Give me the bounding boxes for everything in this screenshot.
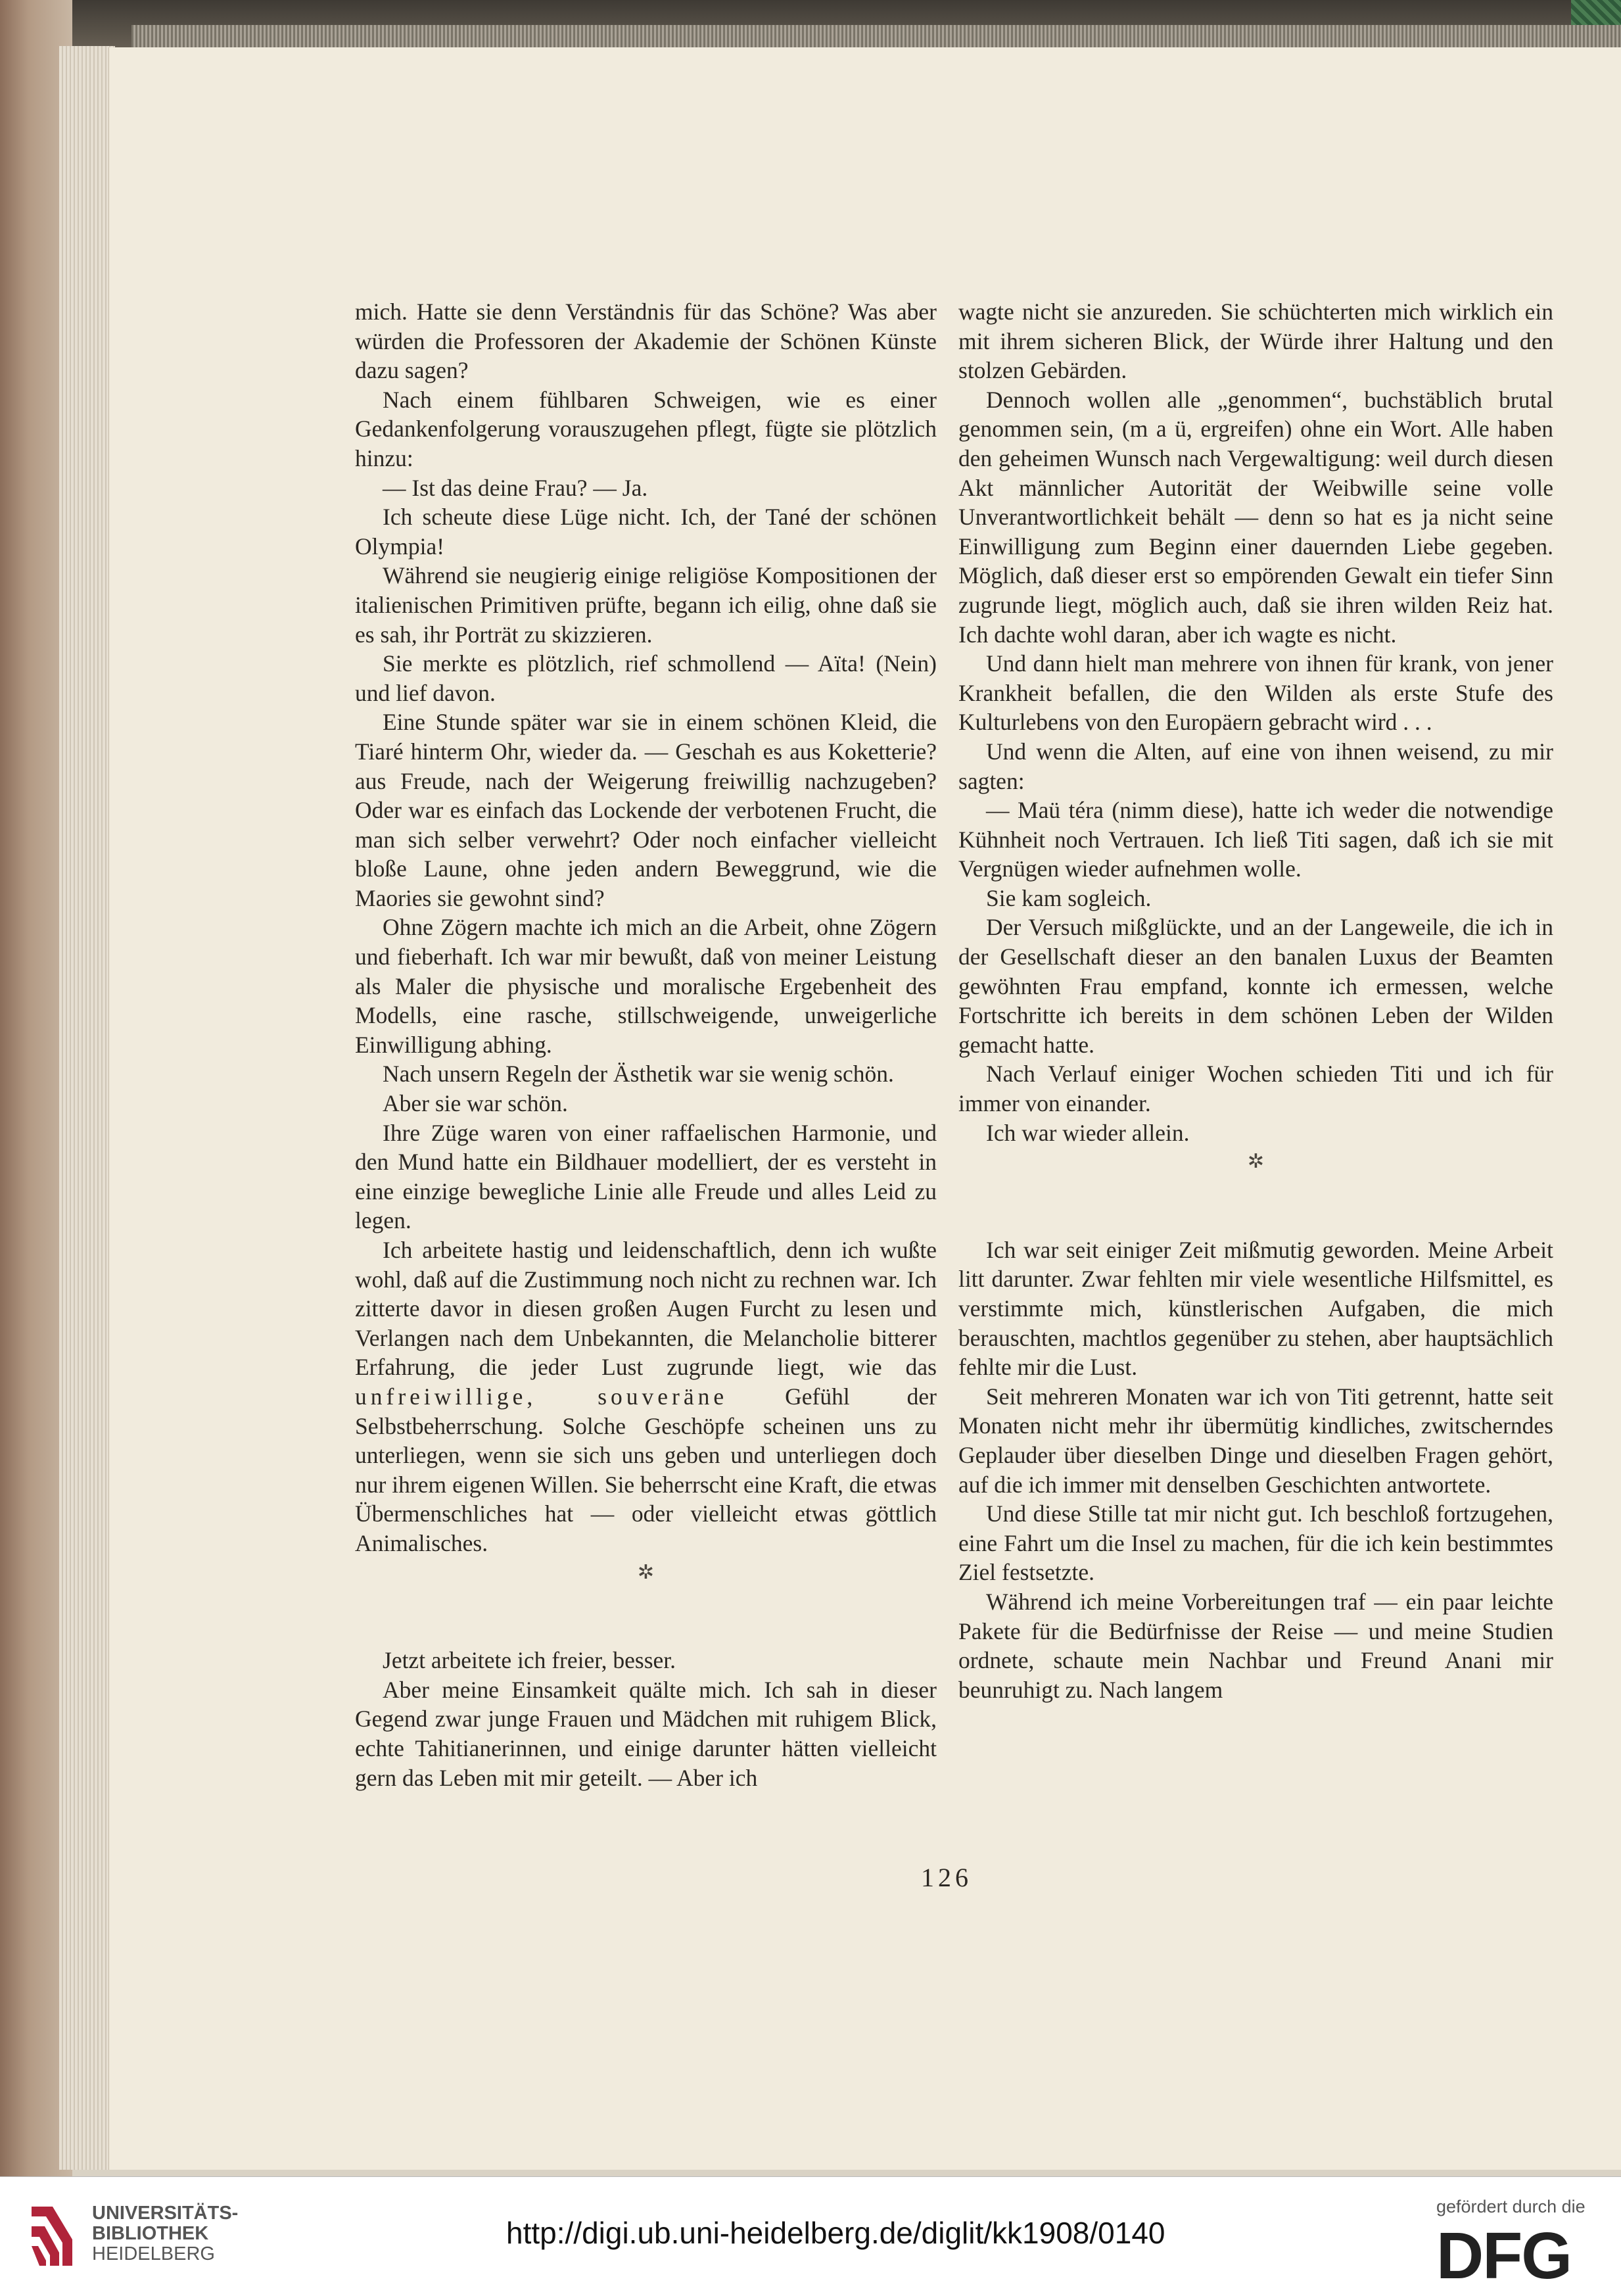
- library-name-line: HEIDELBERG: [92, 2243, 215, 2264]
- paragraph: — Maü téra (nimm diese), hatte ich weder die notwendige Kühnheit noch Vertrauen. Ich ließ Titi sagen, daß ich sie mit Vergnügen wieder aufnehmen wolle.: [958, 797, 1553, 882]
- text-run: Ich arbeitete hastig und leidenschaftlich, denn ich wußte wohl, daß auf die Zustimmung noch nicht zu rechnen war. Ich zitterte davor in diesen großen Augen Furcht zu lesen und Verlangen nach dem Unbekannten, die Melancholie bitterer Erfahrung, die jeder Lust zugrunde liegt, wie das: [355, 1237, 937, 1381]
- dfg-logo: DFG: [1436, 2219, 1572, 2293]
- paragraph: Ich war wieder allein.: [986, 1119, 1190, 1146]
- paragraph: Nach Verlauf einiger Wochen schieden Titi und ich für immer von einander.: [958, 1061, 1553, 1117]
- library-name: [92, 2203, 238, 2264]
- right-text-column: [958, 297, 1553, 1704]
- paragraph: Nach einem fühlbaren Schweigen, wie es einer Gedankenfolgerung vorauszugehen pflegt, fügte sie plötzlich hinzu:: [355, 386, 937, 471]
- paragraph: Ihre Züge waren von einer raffaelischen Harmonie, und den Mund hatte ein Bildhauer modelliert, der es versteht in eine einzige bewegliche Linie alle Freude und alles Leid zu legen.: [355, 1119, 937, 1234]
- viewer-footer: [0, 2176, 1621, 2296]
- paragraph: Und wenn die Alten, auf eine von ihnen weisend, zu mir sagten:: [958, 738, 1553, 794]
- paragraph: Eine Stunde später war sie in einem schönen Kleid, die Tiaré hinterm Ohr, wieder da. — Geschah es aus Koketterie? aus Freude, nach der Weigerung freiwillig nachzugeben? Oder war es einfach das Lockende der verbotenen Frucht, die man sich selber verwehrt? Oder noch einfacher vielleicht bloße Laune, ohne jeden andern Beweggrund, wie die Maories sie gewohnt sind?: [355, 709, 937, 911]
- paragraph: Aber sie war schön.: [383, 1090, 568, 1117]
- paragraph: Und diese Stille tat mir nicht gut. Ich beschloß fortzugehen, eine Fahrt um die Insel zu machen, für die ich kein bestimmtes Ziel festsetzte.: [958, 1500, 1553, 1586]
- paragraph: Dennoch wollen alle „genommen“, buchstäblich brutal genommen sein, (m a ü, ergreifen) ohne ein Wort. Alle haben den geheimen Wunsch nach Vergewaltigung: weil durch diesen Akt männlicher Autorität der Weibwille seine volle Unverantwortlichkeit behält — denn so hat es ja nicht seine Einwilligung zum Beginn einer dauernden Liebe gegeben. Möglich, daß dieser erst so empörenden Gewalt ein tiefer Sinn zugrunde liegt, möglich auch, daß sie ihren wilden Reiz hat. Ich dachte wohl daran, aber ich wagte es nicht.: [958, 386, 1553, 648]
- paragraph: mich. Hatte sie denn Verständnis für das Schöne? Was aber würden die Professoren der Akademie der Schönen Künste dazu sagen?: [355, 299, 937, 384]
- page-stack-edges: [59, 46, 115, 2170]
- paragraph: wagte nicht sie anzureden. Sie schüchterten mich wirklich ein mit ihrem sicheren Blick, der Würde ihrer Haltung und den stolzen Gebärden.: [958, 299, 1553, 384]
- section-gap: [355, 1587, 937, 1646]
- left-text-column: [355, 297, 937, 1792]
- paragraph: Während sie neugierig einige religiöse Kompositionen der italienischen Primitiven prüfte, begann ich eilig, ohne daß sie es sah, ihr Porträt zu skizzieren.: [355, 562, 937, 648]
- paragraph: Nach unsern Regeln der Ästhetik war sie wenig schön.: [383, 1061, 894, 1088]
- library-name-line: BIBLIOTHEK: [92, 2223, 209, 2244]
- paragraph: [355, 1235, 937, 1558]
- paragraph: Ich war seit einiger Zeit mißmutig geworden. Meine Arbeit litt darunter. Zwar fehlten mir viele wesentliche Hilfsmittel, es verstimmte mich, künstlerischen Aufgaben, die mich berauschten, machtlos gegenüber zu stehen, aber hauptsächlich fehlte mir die Lust.: [958, 1236, 1553, 1381]
- section-gap: [958, 1177, 1553, 1235]
- paragraph: Jetzt arbeitete ich freier, besser.: [383, 1647, 676, 1674]
- paragraph: Aber meine Einsamkeit quälte mich. Ich sah in dieser Gegend zwar junge Frauen und Mädchen mit ruhigem Blick, echte Tahitianerinnen, und einige darunter hätten vielleicht gern das Leben mit mir geteilt. — Aber ich: [355, 1676, 937, 1791]
- paragraph: Ich scheute diese Lüge nicht. Ich, der Tané der schönen Olympia!: [355, 504, 937, 560]
- paragraph: Sie kam sogleich.: [986, 884, 1152, 911]
- funding-label: gefördert durch die: [1436, 2197, 1586, 2216]
- paragraph: Ohne Zögern machte ich mich an die Arbeit, ohne Zögern und fieberhaft. Ich war mir bewußt, daß von meiner Leistung als Maler die physische und moralische Ergebenheit des Modells, eine rasche, stillschweigende, unweigerliche Einwilligung abhing.: [355, 914, 937, 1058]
- paragraph: Und dann hielt man mehrere von ihnen für krank, von jener Krankheit befallen, die den Wilden als erste Stufe des Kulturlebens von den Europäern gebracht wird . . .: [958, 650, 1553, 736]
- university-library-logo-icon: [26, 2200, 83, 2272]
- section-divider-star-icon: ✲: [637, 1561, 655, 1583]
- library-name-line: UNIVERSITÄTS-: [92, 2203, 239, 2224]
- paragraph: Der Versuch mißglückte, und an der Langeweile, die ich in der Gesellschaft dieser an den banalen Luxus der Beamten gewöhnten Frau empfand, konnte ich ermessen, welche Fortschritte ich bereits in dem schönen Leben der Wilden gemacht hatte.: [958, 914, 1553, 1058]
- spaced-emphasis: unfreiwillige, souveräne: [355, 1383, 728, 1410]
- section-divider-star-icon: ✲: [1247, 1151, 1265, 1173]
- text-run: Gefühl der Selbstbeherrschung. Solche Geschöpfe scheinen uns zu unterliegen, wenn sie sich uns geben und unterliegen doch nur ihrem eigenen Willen. Sie beherrscht eine Kraft, die etwas Übermenschliches hat — oder vielleicht etwas göttlich Animalisches.: [355, 1383, 937, 1556]
- paragraph: Seit mehreren Monaten war ich von Titi getrennt, hatte seit Monaten nicht mehr ihr übermütig kindliches, zwitscherndes Geplauder über dieselben Dinge und dieselben Fragen gehört, auf die ich immer mit denselben Geschichten antwortete.: [958, 1383, 1553, 1498]
- book-top-edge: [131, 25, 1621, 50]
- paragraph: Während ich meine Vorbereitungen traf — ein paar leichte Pakete für die Bedürfnisse der Reise — und meine Studien ordnete, schaute mein Nachbar und Freund Anani mir beunruhigt zu. Nach langem: [958, 1588, 1553, 1703]
- page-number: 126: [921, 1863, 972, 1892]
- permalink-url[interactable]: http://digi.ub.uni-heidelberg.de/diglit/kk1908/0140: [506, 2216, 1165, 2250]
- paragraph: Sie merkte es plötzlich, rief schmollend — Aïta! (Nein) und lief davon.: [355, 650, 937, 706]
- paragraph: — Ist das deine Frau? — Ja.: [383, 474, 648, 501]
